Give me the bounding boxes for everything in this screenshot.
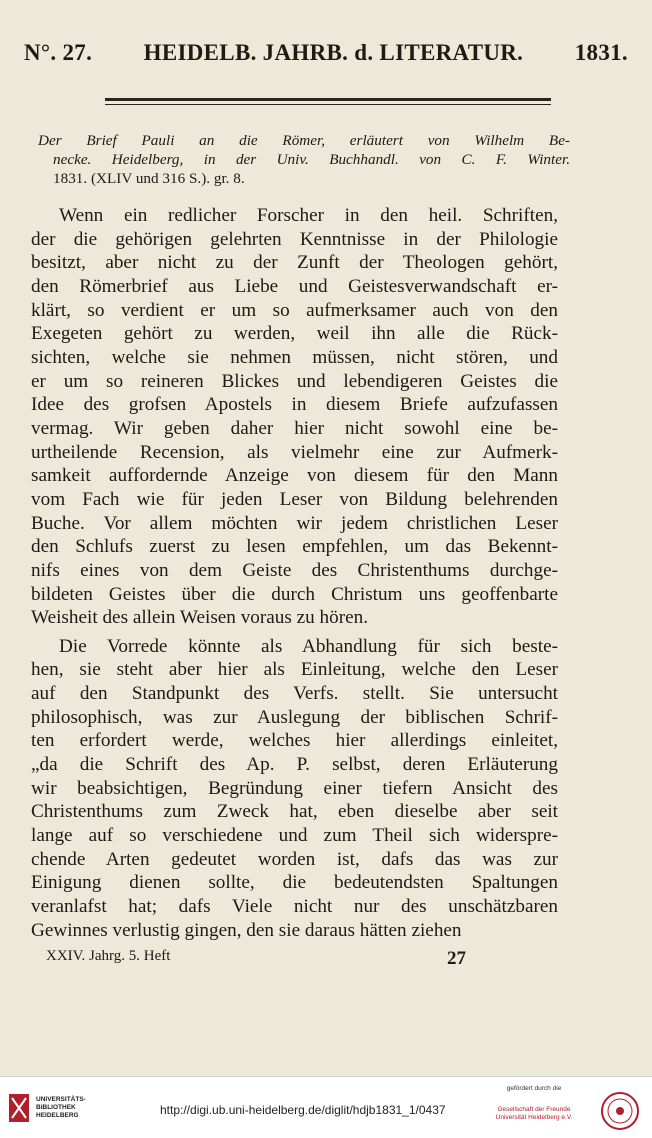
text-line: nifs eines von dem Geiste des Christenthums durchge-	[31, 559, 558, 581]
text-line: philosophisch, was zur Auslegung der biblischen Schrif-	[31, 706, 558, 728]
text-line: Einigung dienen sollte, die bedeutendsten Spaltungen	[31, 872, 558, 894]
text-line: „da die Schrift des Ap. P. selbst, deren Erläuterung	[31, 754, 558, 776]
paragraph-1	[31, 204, 558, 630]
text-line: den Römerbrief aus Liebe und Geistesverwandschaft er-	[31, 275, 558, 297]
text-line: bildeten Geistes über die durch Christum uns geoffenbarte	[31, 583, 558, 605]
text-line: der die gehörigen gelehrten Kenntnisse in der Philologie	[31, 228, 558, 250]
text-line: Christenthums zum Zweck hat, eben dieselbe aber seit	[31, 801, 558, 823]
text-line: lange auf so verschiedene und zum Theil sich widerspre-	[31, 825, 558, 847]
text-line: samkeit auffordernde Anzeige von diesem für den Mann	[31, 465, 558, 487]
journal-year: 1831.	[574, 40, 628, 65]
text-line: Die Vorrede könnte als Abhandlung für sich beste-	[59, 635, 558, 657]
journal-title: HEIDELB. JAHRB. d. LITERATUR.	[143, 40, 524, 65]
society-seal-icon	[600, 1091, 640, 1131]
text-line: wir beabsichtigen, Begründung einer tiefern Ansicht des	[31, 777, 558, 799]
text-line: Exegeten gehört zu werden, weil ihn alle die Rück-	[31, 323, 558, 345]
library-name: UNIVERSITÄTS- BIBLIOTHEK HEIDELBERG	[36, 1096, 86, 1119]
citation-line: 1831. (XLIV und 316 S.). gr. 8.	[53, 170, 245, 187]
citation-line: Der Brief Pauli an die Römer, erläutert von Wilhelm Be-	[38, 132, 570, 149]
page-footer	[46, 948, 466, 970]
text-line: chende Arten gedeutet worden ist, dafs das was zur	[31, 848, 558, 870]
signature-mark: XXIV. Jahrg. 5. Heft	[46, 948, 171, 964]
permalink-url[interactable]: http://digi.ub.uni-heidelberg.de/diglit/hdjb1831_1/0437	[160, 1103, 446, 1117]
library-logo-icon	[8, 1093, 30, 1123]
text-line: Wenn ein redlicher Forscher in den heil. Schriften,	[59, 205, 558, 226]
text-line: den Schlufs zuerst zu lesen empfehlen, um das Bekennt-	[31, 536, 558, 558]
funder-credit[interactable]	[478, 1085, 590, 1122]
text-line: Weisheit des allein Weisen voraus zu hören.	[31, 607, 369, 629]
text-line: er um so reineren Blickes und lebendigeren Geistes die	[31, 370, 558, 392]
paragraph-2	[31, 635, 558, 943]
review-text	[31, 204, 558, 942]
text-line: sichten, welche sie nehmen müssen, nicht stören, und	[31, 346, 558, 368]
funded-by-label: gefördert durch die	[506, 1085, 562, 1092]
text-line: hen, sie steht aber hier als Einleitung, welche den Leser	[31, 659, 558, 681]
text-line: vom Fach wie für jeden Leser von Bildung belehrenden	[31, 488, 558, 510]
text-line: auf den Standpunkt des Verfs. stellt. Sie untersucht	[31, 683, 558, 705]
text-line: klärt, so verdient er um so aufmerksamer auch von den	[31, 299, 558, 321]
text-line: Idee des grofsen Apostels in diesem Briefe aufzufassen	[31, 394, 558, 416]
issue-number: N°. 27.	[24, 40, 93, 65]
header-rule-thick	[105, 98, 551, 101]
citation-line: necke. Heidelberg, in der Univ. Buchhandl. von C. F. Winter.	[53, 151, 570, 168]
text-line: Buche. Vor allem möchten wir jedem christlichen Leser	[31, 512, 558, 534]
text-line: veranlafst hat; dafs Viele nicht nur des unschätzbaren	[31, 896, 558, 918]
text-line: Gewinnes verlustig gingen, den sie daraus hätten ziehen	[31, 919, 462, 941]
header-rule-thin	[105, 104, 551, 105]
viewer-footer-bar	[0, 1076, 652, 1138]
text-line: urtheilende Recension, als vielmehr eine zur Aufmerk-	[31, 441, 558, 463]
society-name: Gesellschaft der Freunde Universität Heidelberg e.V.	[495, 1106, 573, 1121]
text-line: ten erfordert werde, welches hier allerdings einleitet,	[31, 730, 558, 752]
library-branding[interactable]	[8, 1093, 86, 1123]
book-citation	[38, 131, 570, 188]
text-line: vermag. Wir geben daher hier nicht sowohl eine be-	[31, 417, 558, 439]
running-header	[24, 40, 628, 66]
page-number: 27	[447, 948, 466, 969]
text-line: besitzt, aber nicht zu der Zunft der Theologen gehört,	[31, 252, 558, 274]
